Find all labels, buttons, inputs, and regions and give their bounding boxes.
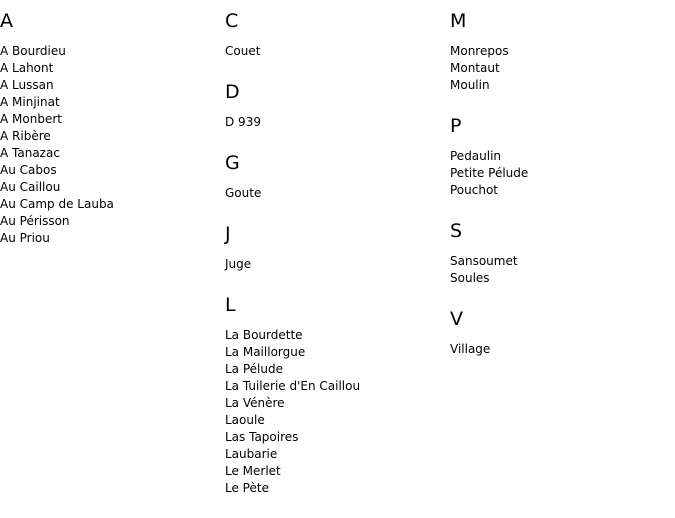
place-link[interactable]: Le Merlet <box>225 464 281 478</box>
place-link[interactable]: Pedaulin <box>450 149 502 163</box>
place-link[interactable]: Goute <box>225 186 262 200</box>
place-link[interactable]: A Lahont <box>0 61 54 75</box>
place-link[interactable]: Monrepos <box>450 44 509 58</box>
place-link[interactable]: La Pélude <box>225 362 283 376</box>
place-link[interactable]: Juge <box>225 257 252 271</box>
letter-group <box>225 142 450 202</box>
place-link[interactable]: Soules <box>450 271 490 285</box>
place-link[interactable]: Village <box>450 342 491 356</box>
place-list <box>450 43 675 94</box>
place-link[interactable]: A Monbert <box>0 112 62 126</box>
place-list <box>450 253 675 287</box>
place-list <box>225 327 450 497</box>
letter-group <box>225 0 450 60</box>
place-link[interactable]: D 939 <box>225 115 261 129</box>
place-link[interactable]: Las Tapoires <box>225 430 299 444</box>
place-link[interactable]: A Tanazac <box>0 146 60 160</box>
place-list <box>225 185 450 202</box>
place-link[interactable]: Montaut <box>450 61 500 75</box>
place-link[interactable]: A Minjinat <box>0 95 60 109</box>
group-letter-heading: D <box>225 81 240 103</box>
place-link[interactable]: A Ribère <box>0 129 51 143</box>
place-link[interactable]: Couet <box>225 44 261 58</box>
place-list <box>450 148 675 199</box>
place-link[interactable]: A Lussan <box>0 78 54 92</box>
place-link[interactable]: Laubarie <box>225 447 278 461</box>
place-link[interactable]: Au Périsson <box>0 214 70 228</box>
place-link[interactable]: Au Cabos <box>0 163 57 177</box>
index-column <box>450 0 675 369</box>
letter-group <box>450 105 675 199</box>
group-letter-heading: G <box>225 152 240 174</box>
place-link[interactable]: Pouchot <box>450 183 499 197</box>
letter-group <box>450 0 675 94</box>
letter-group <box>450 298 675 358</box>
place-link[interactable]: La Bourdette <box>225 328 303 342</box>
place-link[interactable]: Moulin <box>450 78 490 92</box>
place-link[interactable]: Petite Pélude <box>450 166 529 180</box>
place-list <box>0 43 225 247</box>
group-letter-heading: C <box>225 10 239 32</box>
index-column <box>0 0 225 258</box>
place-link[interactable]: La Tuilerie d'En Caillou <box>225 379 361 393</box>
letter-group <box>450 210 675 287</box>
place-link[interactable]: Au Priou <box>0 231 50 245</box>
place-list <box>225 43 450 60</box>
place-list <box>225 114 450 131</box>
place-link[interactable]: Sansoumet <box>450 254 518 268</box>
index-column <box>225 0 450 508</box>
group-letter-heading: S <box>450 220 463 242</box>
letter-group <box>0 0 225 247</box>
place-list <box>225 256 450 273</box>
group-letter-heading: A <box>0 10 13 32</box>
place-list <box>450 341 675 358</box>
group-letter-heading: M <box>450 10 467 32</box>
place-link[interactable]: Laoule <box>225 413 265 427</box>
group-letter-heading: V <box>450 308 463 330</box>
group-letter-heading: P <box>450 115 462 137</box>
group-letter-heading: L <box>225 294 236 316</box>
letter-group <box>225 213 450 273</box>
place-link[interactable]: Le Pète <box>225 481 269 495</box>
place-link[interactable]: Au Caillou <box>0 180 61 194</box>
place-link[interactable]: Au Camp de Lauba <box>0 197 114 211</box>
letter-group <box>225 284 450 497</box>
place-link[interactable]: La Maillorgue <box>225 345 306 359</box>
letter-group <box>225 71 450 131</box>
place-link[interactable]: A Bourdieu <box>0 44 66 58</box>
group-letter-heading: J <box>225 223 231 245</box>
place-link[interactable]: La Vénère <box>225 396 285 410</box>
